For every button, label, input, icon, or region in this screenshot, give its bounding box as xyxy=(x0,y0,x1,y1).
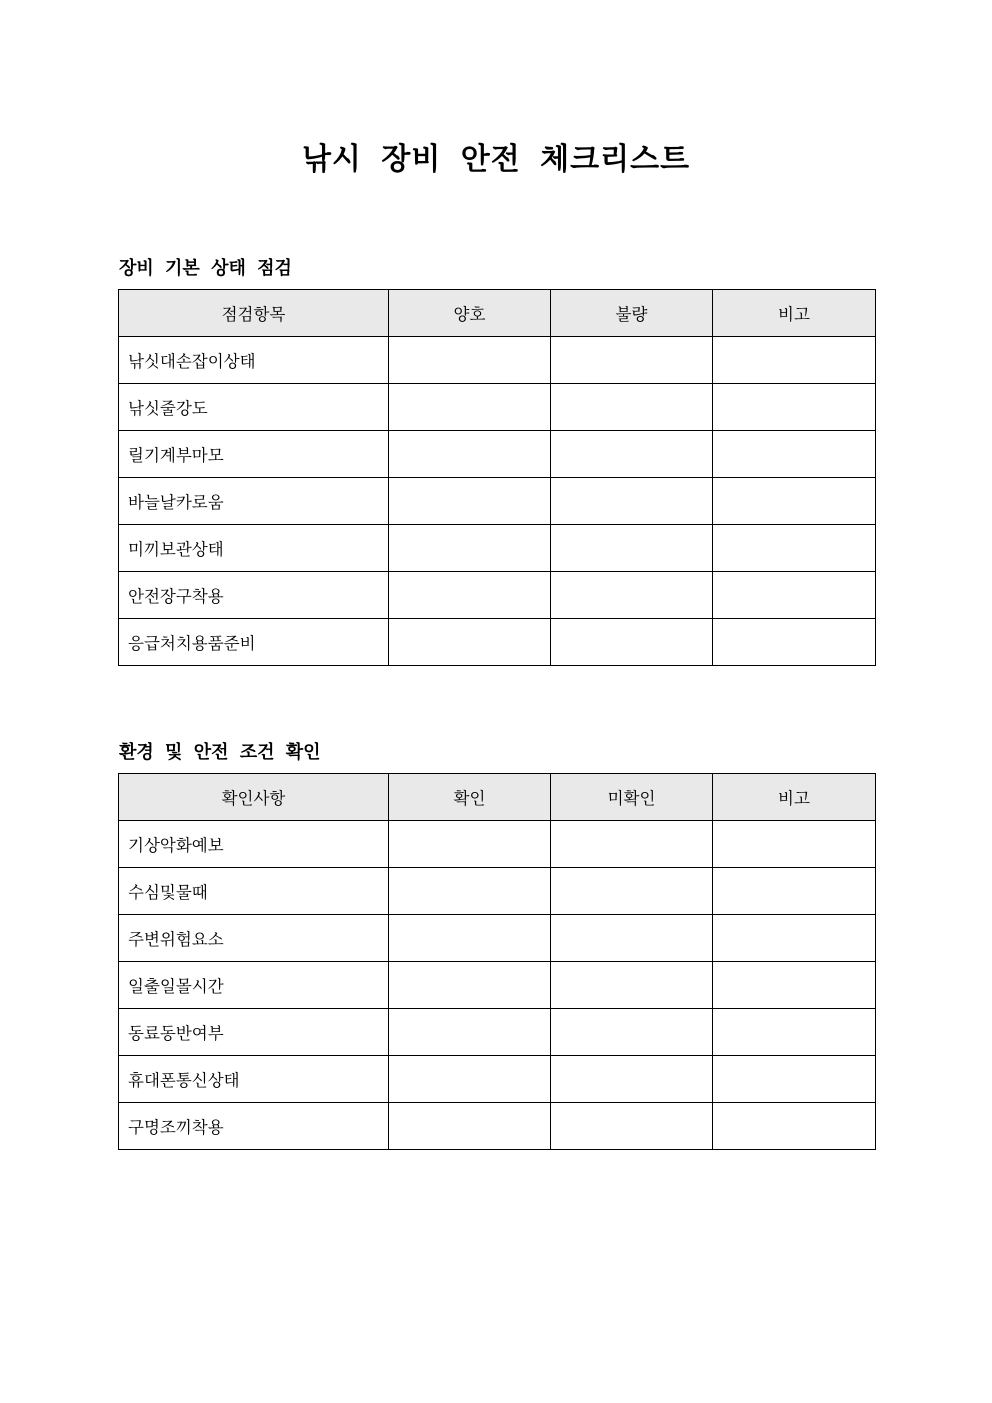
item-label: 미끼보관상태 xyxy=(119,525,389,572)
column-header-confirmed: 확인 xyxy=(389,774,551,821)
confirmed-cell[interactable] xyxy=(389,1009,551,1056)
note-cell[interactable] xyxy=(713,868,876,915)
column-header-unconfirmed: 미확인 xyxy=(551,774,713,821)
table-header-row xyxy=(119,774,876,821)
item-label: 바늘날카로움 xyxy=(119,478,389,525)
column-header-good: 양호 xyxy=(389,290,551,337)
table-row xyxy=(119,619,876,666)
table-row xyxy=(119,1103,876,1150)
note-cell[interactable] xyxy=(713,384,876,431)
item-label: 동료동반여부 xyxy=(119,1009,389,1056)
bad-cell[interactable] xyxy=(551,337,713,384)
table-row xyxy=(119,478,876,525)
table-row xyxy=(119,821,876,868)
note-cell[interactable] xyxy=(713,1103,876,1150)
note-cell[interactable] xyxy=(713,1009,876,1056)
item-label: 안전장구착용 xyxy=(119,572,389,619)
section-heading-environment: 환경 및 안전 조건 확인 xyxy=(119,742,321,763)
confirmed-cell[interactable] xyxy=(389,868,551,915)
confirmed-cell[interactable] xyxy=(389,1103,551,1150)
note-cell[interactable] xyxy=(713,1056,876,1103)
note-cell[interactable] xyxy=(713,337,876,384)
good-cell[interactable] xyxy=(389,572,551,619)
unconfirmed-cell[interactable] xyxy=(551,1103,713,1150)
equipment-checklist-table xyxy=(118,289,876,666)
section-heading-equipment: 장비 기본 상태 점검 xyxy=(119,258,292,279)
item-label: 구명조끼착용 xyxy=(119,1103,389,1150)
note-cell[interactable] xyxy=(713,572,876,619)
good-cell[interactable] xyxy=(389,619,551,666)
table-row xyxy=(119,525,876,572)
bad-cell[interactable] xyxy=(551,478,713,525)
note-cell[interactable] xyxy=(713,478,876,525)
table-row xyxy=(119,1009,876,1056)
column-header-note: 비고 xyxy=(713,774,876,821)
item-label: 휴대폰통신상태 xyxy=(119,1056,389,1103)
unconfirmed-cell[interactable] xyxy=(551,915,713,962)
good-cell[interactable] xyxy=(389,525,551,572)
item-label: 낚싯대손잡이상태 xyxy=(119,337,389,384)
note-cell[interactable] xyxy=(713,619,876,666)
item-label: 일출일몰시간 xyxy=(119,962,389,1009)
bad-cell[interactable] xyxy=(551,525,713,572)
column-header-bad: 불량 xyxy=(551,290,713,337)
column-header-item: 점검항목 xyxy=(119,290,389,337)
note-cell[interactable] xyxy=(713,431,876,478)
table-row xyxy=(119,572,876,619)
page-title: 낚시 장비 안전 체크리스트 xyxy=(301,142,691,177)
unconfirmed-cell[interactable] xyxy=(551,868,713,915)
table-row xyxy=(119,868,876,915)
note-cell[interactable] xyxy=(713,821,876,868)
environment-checklist-table xyxy=(118,773,876,1150)
good-cell[interactable] xyxy=(389,478,551,525)
confirmed-cell[interactable] xyxy=(389,1056,551,1103)
unconfirmed-cell[interactable] xyxy=(551,962,713,1009)
item-label: 릴기계부마모 xyxy=(119,431,389,478)
bad-cell[interactable] xyxy=(551,384,713,431)
table-row xyxy=(119,1056,876,1103)
note-cell[interactable] xyxy=(713,525,876,572)
item-label: 응급처치용품준비 xyxy=(119,619,389,666)
table-row xyxy=(119,337,876,384)
confirmed-cell[interactable] xyxy=(389,915,551,962)
column-header-note: 비고 xyxy=(713,290,876,337)
good-cell[interactable] xyxy=(389,337,551,384)
table-row xyxy=(119,915,876,962)
table-header-row xyxy=(119,290,876,337)
item-label: 수심및물때 xyxy=(119,868,389,915)
confirmed-cell[interactable] xyxy=(389,962,551,1009)
bad-cell[interactable] xyxy=(551,431,713,478)
table-row xyxy=(119,431,876,478)
note-cell[interactable] xyxy=(713,962,876,1009)
item-label: 주변위험요소 xyxy=(119,915,389,962)
unconfirmed-cell[interactable] xyxy=(551,821,713,868)
good-cell[interactable] xyxy=(389,384,551,431)
table-row xyxy=(119,962,876,1009)
unconfirmed-cell[interactable] xyxy=(551,1009,713,1056)
confirmed-cell[interactable] xyxy=(389,821,551,868)
column-header-item: 확인사항 xyxy=(119,774,389,821)
unconfirmed-cell[interactable] xyxy=(551,1056,713,1103)
bad-cell[interactable] xyxy=(551,572,713,619)
good-cell[interactable] xyxy=(389,431,551,478)
item-label: 기상악화예보 xyxy=(119,821,389,868)
item-label: 낚싯줄강도 xyxy=(119,384,389,431)
table-row xyxy=(119,384,876,431)
bad-cell[interactable] xyxy=(551,619,713,666)
note-cell[interactable] xyxy=(713,915,876,962)
